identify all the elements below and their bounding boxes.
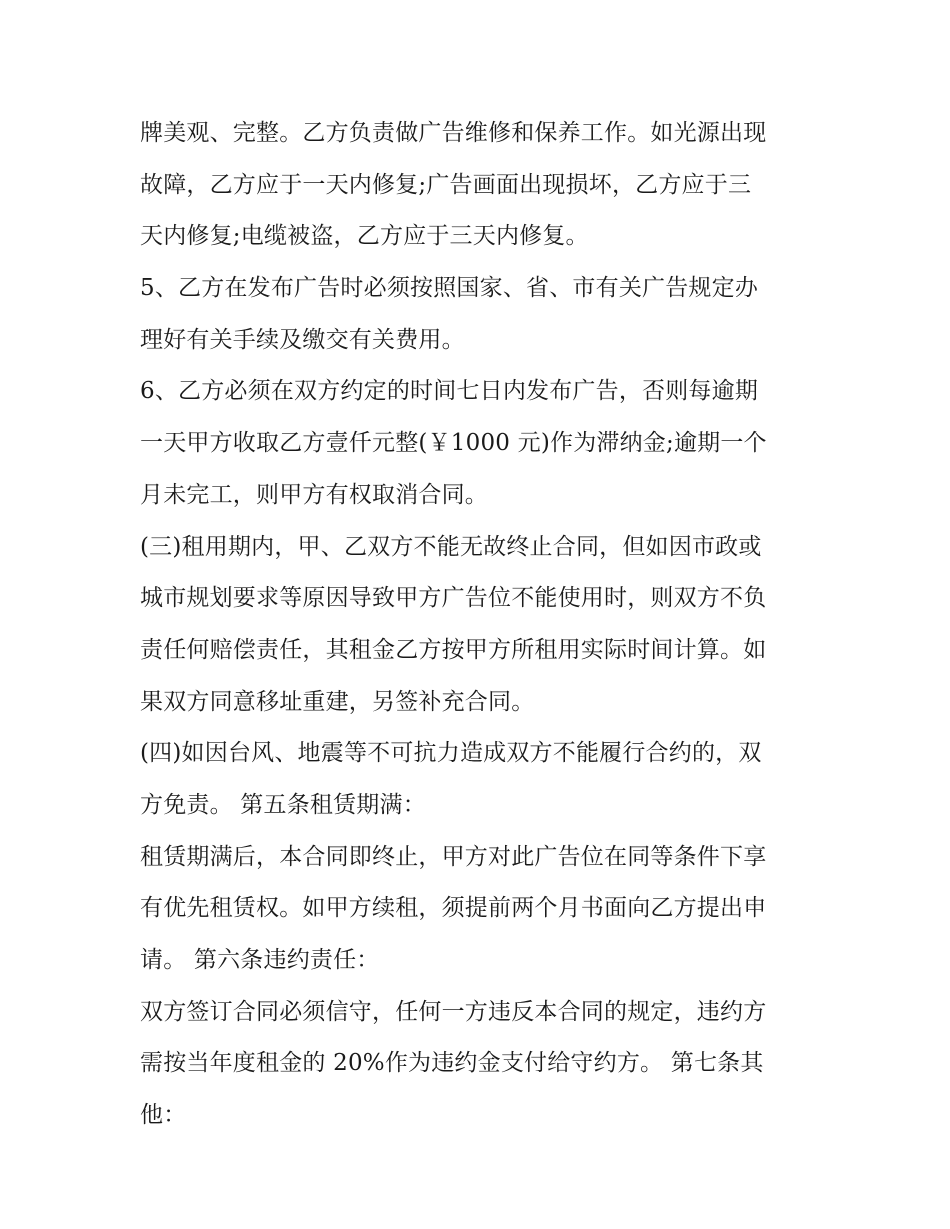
text-line: 他： xyxy=(140,1102,187,1129)
text-line: 牌美观、完整。乙方负责做广告维修和保养工作。如光源出现 xyxy=(140,120,767,146)
text-line: 理好有关手续及缴交有关费用。 xyxy=(140,326,465,353)
text-line: 天内修复;电缆被盗，乙方应于三天内修复。 xyxy=(140,223,589,250)
text-line: (三)租用期内，甲、乙双方不能无故终止合同，但如因市政或 xyxy=(140,533,762,560)
contract-text-body xyxy=(140,108,820,1142)
text-line: 一天甲方收取乙方壹仟元整(￥1000 元)作为滞纳金;逾期一个 xyxy=(140,430,767,457)
text-line: 城市规划要求等原因导致甲方广告位不能使用时，则双方不负 xyxy=(140,585,767,612)
text-line: 需按当年度租金的 20%作为违约金支付给守约方。 第七条其 xyxy=(140,1050,764,1077)
text-line: 租赁期满后，本合同即终止，甲方对此广告位在同等条件下享 xyxy=(140,843,767,870)
text-line: 故障，乙方应于一天内修复;广告画面出现损坏，乙方应于三 xyxy=(140,171,752,198)
text-line: 6、乙方必须在双方约定的时间七日内发布广告，否则每逾期 xyxy=(140,378,759,405)
text-line: 方免责。 第五条租赁期满： xyxy=(140,791,426,818)
text-line: 有优先租赁权。如甲方续租，须提前两个月书面向乙方提出申 xyxy=(140,895,767,922)
text-line: 责任何赔偿责任，其租金乙方按甲方所租用实际时间计算。如 xyxy=(140,636,767,663)
text-line: 请。 第六条违约责任： xyxy=(140,947,380,973)
text-line: 月未完工，则甲方有权取消合同。 xyxy=(140,481,488,508)
text-line: 双方签订合同必须信守，任何一方违反本合同的规定，违约方 xyxy=(140,998,767,1025)
text-line: 果双方同意移址重建，另签补充合同。 xyxy=(140,688,535,715)
text-line: 5、乙方在发布广告时必须按照国家、省、市有关广告规定办 xyxy=(140,275,759,302)
text-line: (四)如因台风、地震等不可抗力造成双方不能履行合约的，双 xyxy=(140,740,762,767)
